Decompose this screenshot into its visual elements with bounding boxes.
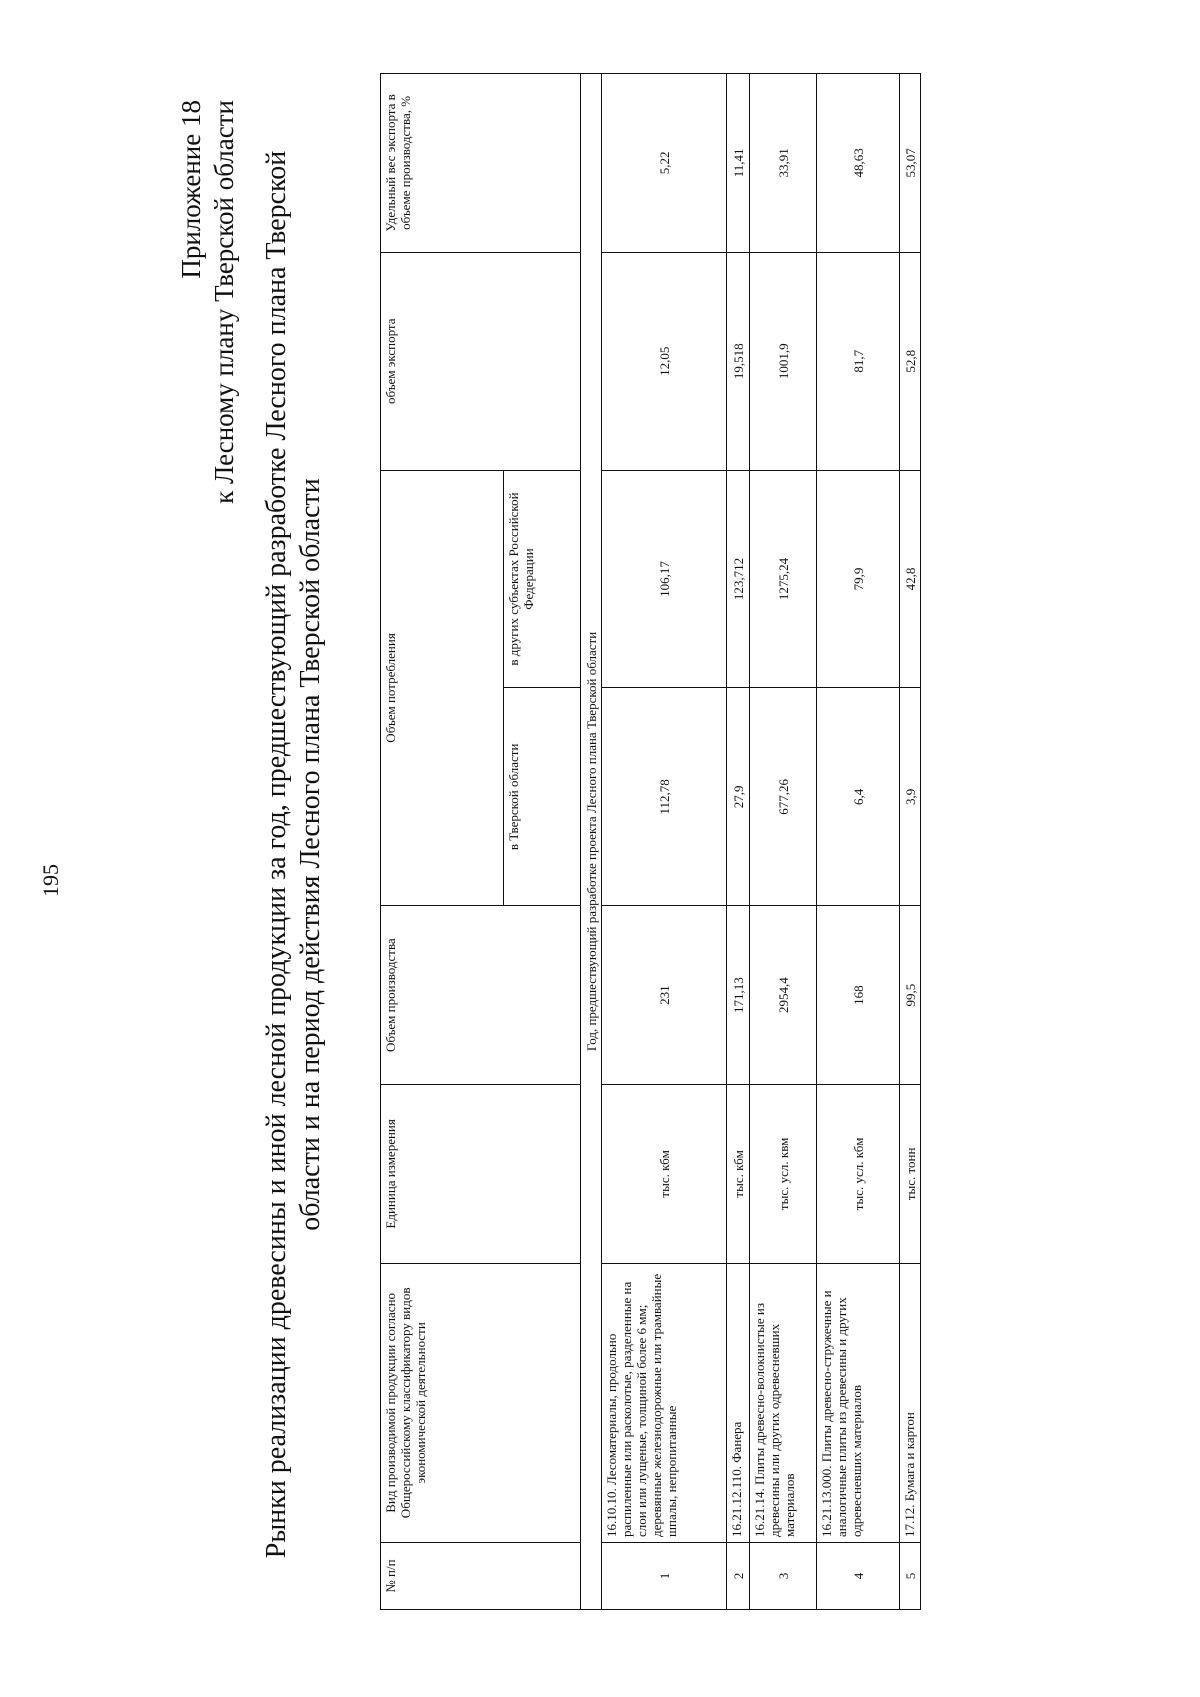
row-product: 16.10.10. Лесоматериалы, продольно распиленные или расколотые, разделенные на слои или лущеные, толщиной более 6 мм; деревянные железнодорожные или трамвайные шпалы, непропитанные — [602, 1263, 727, 1542]
table-row — [900, 74, 921, 1610]
row-production: 168 — [817, 906, 900, 1085]
header-num: № п/п — [381, 1542, 581, 1609]
row-unit: тыс. усл. квм — [750, 1085, 817, 1264]
table-row — [602, 74, 727, 1610]
header-other-regions: в других субъектах Российской Федерации — [504, 470, 581, 688]
row-export-share: 11,41 — [727, 74, 750, 253]
row-export-share: 5,22 — [602, 74, 727, 253]
row-export: 1001,9 — [750, 252, 817, 470]
row-export: 12,05 — [602, 252, 727, 470]
row-unit: тыс. кбм — [727, 1085, 750, 1264]
row-unit: тыс. тонн — [900, 1085, 921, 1264]
row-production: 171,13 — [727, 906, 750, 1085]
row-num: 5 — [900, 1542, 921, 1609]
page-number: 195 — [38, 864, 63, 897]
header-product: Вид производимой продукции согласно Общероссийскому классификатору видов экономической деятельности — [381, 1263, 581, 1542]
header-export: объем экспорта — [381, 252, 581, 470]
row-in-region: 677,26 — [750, 688, 817, 906]
row-product: 17.12. Бумага и картон — [900, 1263, 921, 1542]
appendix-caption — [175, 100, 241, 504]
market-table — [380, 73, 921, 1610]
row-unit: тыс. кбм — [602, 1085, 727, 1264]
row-other-regions: 79,9 — [817, 470, 900, 688]
row-in-region: 3,9 — [900, 688, 921, 906]
row-num: 2 — [727, 1542, 750, 1609]
table-row — [817, 74, 900, 1610]
row-other-regions: 106,17 — [602, 470, 727, 688]
row-product: 16.21.14. Плиты древесно-волокнистые из древесины или других одревесневших материалов — [750, 1263, 817, 1542]
row-in-region: 6,4 — [817, 688, 900, 906]
table-row — [750, 74, 817, 1610]
header-consumption: Объем потребления — [381, 470, 504, 906]
row-export: 81,7 — [817, 252, 900, 470]
row-export-share: 33,91 — [750, 74, 817, 253]
group-label: Год, предшествующий разработке проекта Лесного плана Тверской области — [581, 74, 602, 1610]
appendix-subtitle: к Лесному плану Тверской области — [209, 100, 239, 504]
header-unit: Единица измерения — [381, 1085, 581, 1264]
appendix-title: Приложение 18 — [176, 100, 206, 279]
row-other-regions: 123,712 — [727, 470, 750, 688]
row-num: 3 — [750, 1542, 817, 1609]
row-other-regions: 1275,24 — [750, 470, 817, 688]
row-export: 19,518 — [727, 252, 750, 470]
row-production: 99,5 — [900, 906, 921, 1085]
row-unit: тыс. усл. кбм — [817, 1085, 900, 1264]
header-export-share: Удельный вес экспорта в объеме производства, % — [381, 74, 581, 253]
table-row — [727, 74, 750, 1610]
row-other-regions: 42,8 — [900, 470, 921, 688]
row-num: 1 — [602, 1542, 727, 1609]
header-production: Объем производства — [381, 906, 581, 1085]
row-production: 231 — [602, 906, 727, 1085]
document-title — [260, 82, 328, 1627]
row-in-region: 112,78 — [602, 688, 727, 906]
document-title-line-2: области и на период действия Лесного плана Тверской области — [295, 478, 326, 1231]
row-num: 4 — [817, 1542, 900, 1609]
row-product: 16.21.13.000. Плиты древесно-стружечные и аналогичные плиты из древесины и других одревесневших материалов — [817, 1263, 900, 1542]
row-export-share: 53,07 — [900, 74, 921, 253]
row-in-region: 27,9 — [727, 688, 750, 906]
row-export: 52,8 — [900, 252, 921, 470]
row-product: 16.21.12.110. Фанера — [727, 1263, 750, 1542]
document-title-line-1: Рынки реализации древесины и иной лесной продукции за год, предшествующий разработке Лесного плана Тверской — [261, 150, 292, 1559]
row-production: 2954,4 — [750, 906, 817, 1085]
row-export-share: 48,63 — [817, 74, 900, 253]
header-in-region: в Тверской области — [504, 688, 581, 906]
